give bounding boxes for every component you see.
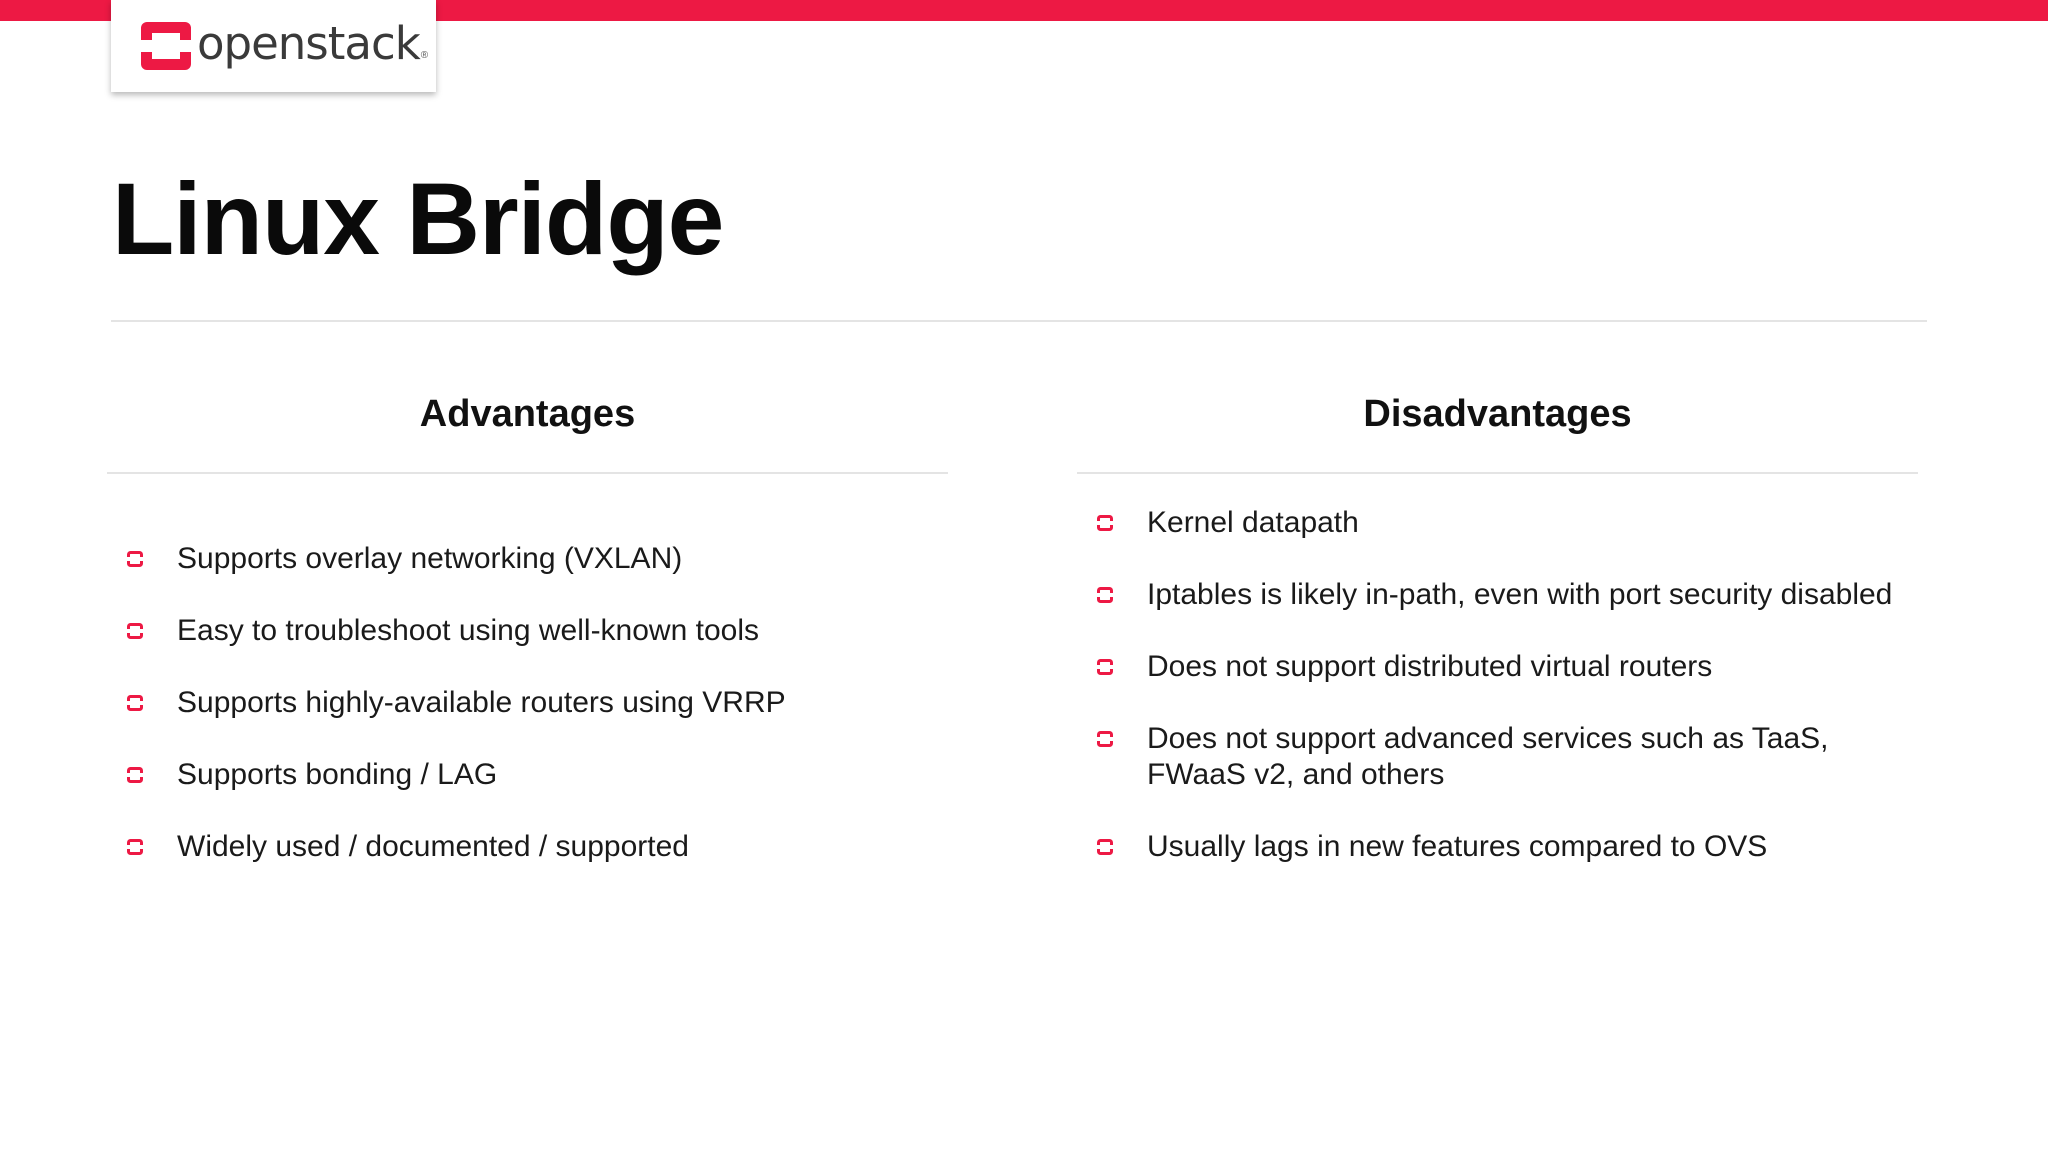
square-bullet-icon — [1097, 839, 1113, 855]
list-item — [127, 829, 937, 865]
list-item-text: Widely used / documented / supported — [177, 830, 689, 863]
list-item — [127, 757, 937, 793]
square-bullet-icon — [1097, 515, 1113, 531]
list-item-text: Easy to troubleshoot using well-known tools — [177, 614, 759, 647]
list-item — [1097, 829, 1907, 865]
disadvantages-divider — [1077, 472, 1918, 474]
list-item-text: Supports highly-available routers using VRRP — [177, 686, 786, 719]
disadvantages-list — [1097, 505, 1907, 865]
advantages-column — [107, 386, 948, 863]
square-bullet-icon — [127, 623, 143, 639]
list-item-text: Kernel datapath — [1147, 506, 1359, 539]
square-bullet-icon — [1097, 731, 1113, 747]
list-item-text: Usually lags in new features compared to OVS — [1147, 830, 1768, 863]
logo-card — [111, 0, 436, 92]
list-item — [127, 613, 937, 649]
square-bullet-icon — [127, 551, 143, 567]
openstack-logo-icon — [141, 22, 191, 70]
list-item — [1097, 649, 1907, 685]
page-title: Linux Bridge — [112, 162, 724, 276]
disadvantages-heading: Disadvantages — [1363, 393, 1632, 435]
list-item — [1097, 505, 1907, 541]
registered-mark: ® — [420, 49, 429, 61]
list-item-text: Supports bonding / LAG — [177, 758, 498, 791]
list-item-text: Iptables is likely in-path, even with port security disabled — [1147, 578, 1893, 611]
advantages-divider — [107, 472, 948, 474]
list-item — [1097, 721, 1907, 793]
square-bullet-icon — [127, 695, 143, 711]
title-divider — [111, 320, 1927, 322]
advantages-heading: Advantages — [419, 393, 636, 435]
square-bullet-icon — [127, 839, 143, 855]
list-item — [127, 685, 937, 721]
square-bullet-icon — [1097, 587, 1113, 603]
list-item-text: Does not support advanced services such as TaaS, FWaaS v2, and others — [1147, 722, 1829, 791]
square-bullet-icon — [127, 767, 143, 783]
list-item-text: Does not support distributed virtual routers — [1147, 650, 1713, 683]
list-item — [1097, 577, 1907, 613]
advantages-list — [127, 541, 937, 865]
disadvantages-column — [1077, 386, 1918, 863]
logo-wordmark: openstack — [197, 16, 420, 70]
list-item — [127, 541, 937, 577]
square-bullet-icon — [1097, 659, 1113, 675]
list-item-text: Supports overlay networking (VXLAN) — [177, 542, 683, 575]
